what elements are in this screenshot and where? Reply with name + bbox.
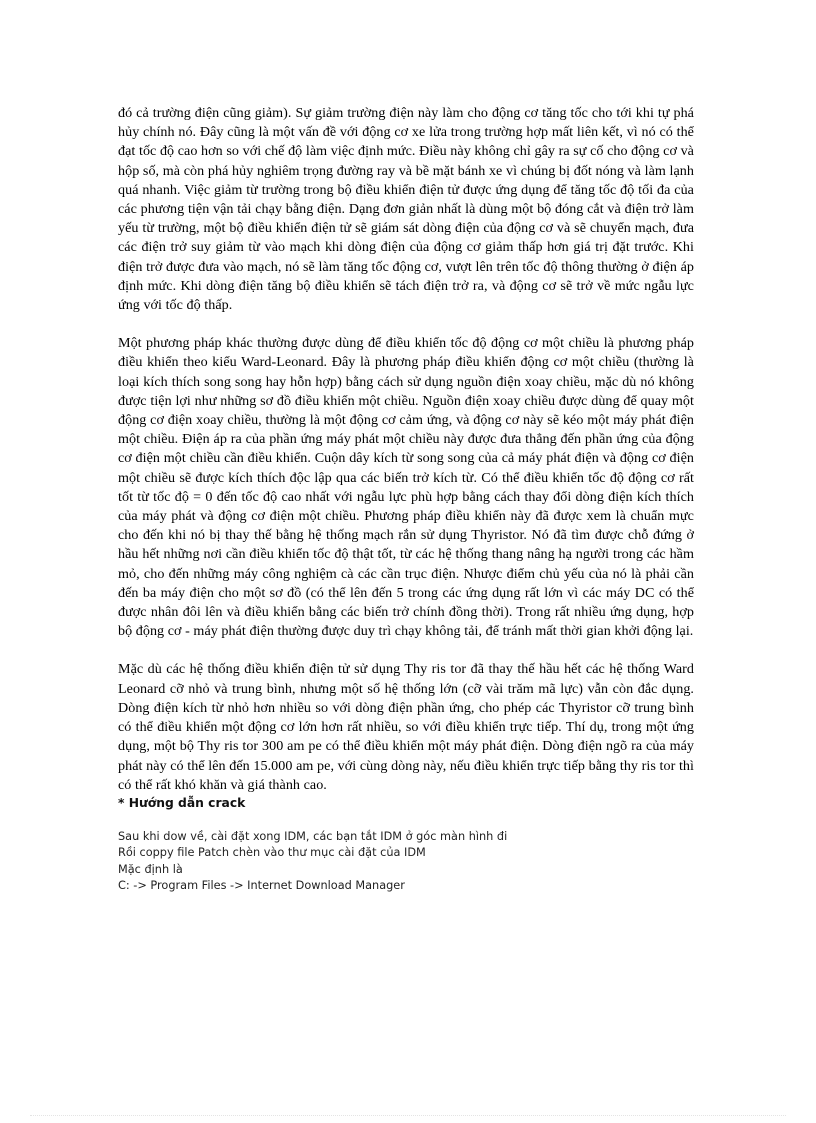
instruction-line: Mặc định là bbox=[118, 862, 183, 876]
instruction-path-line: C: -> Program Files -> Internet Download Manager bbox=[118, 879, 405, 893]
crack-guide-heading: * Hướng dẫn crack bbox=[118, 795, 246, 810]
paragraph-field-weakening: đó cả trường điện cũng giảm). Sự giảm trường điện này làm cho động cơ tăng tốc cho tới khi tự phá hủy chính nó. Đây cũng là một vấn đề với động cơ xe lửa trong trường hợp mất liên kết, vì nó có thể đạt tốc độ cao hơn so với chế độ làm việc định mức. Điều này không chỉ gây ra sự cố cho động cơ và hộp số, mà còn phá hủy nghiêm trọng đường ray và bề mặt bánh xe vì chúng bị đốt nóng và làm lạnh quá nhanh. Việc giảm từ trường trong bộ điều khiển điện tử được ứng dụng để tăng tốc độ tối đa của các phương tiện vận tải chạy bằng điện. Dạng đơn giản nhất là dùng một bộ đóng cắt và điện trở làm yếu từ trường, một bộ điều khiển điện tử sẽ giám sát dòng điện của động cơ và sẽ chuyển mạch, đưa các điện trở suy giảm từ vào mạch khi dòng điện của động cơ giảm thấp hơn giá trị đặt trước. Khi điện trở được đưa vào mạch, nó sẽ làm tăng tốc động cơ, vượt lên trên tốc độ thông thường ở điện áp định mức. Khi dòng điện tăng bộ điều khiển sẽ tách điện trở ra, và động cơ sẽ trở về mức ngẫu lực ứng với tốc độ thấp. bbox=[118, 105, 694, 314]
instruction-line: Rồi coppy file Patch chèn vào thư mục cài đặt của IDM bbox=[118, 846, 426, 860]
crack-guide-instructions bbox=[118, 829, 694, 895]
document-body bbox=[118, 104, 694, 895]
paragraph-ward-leonard: Một phương pháp khác thường được dùng để điều khiển tốc độ động cơ một chiều là phương pháp điều khiển theo kiểu Ward-Leonard. Đây là phương pháp điều khiển động cơ một chiều (thường là loại kích thích song song hay hỗn hợp) bằng cách sử dụng nguồn điện xoay chiều, mặc dù nó không được tiện lợi như những sơ đồ điều khiển một chiều. Nguồn điện xoay chiều được dùng để quay một động cơ điện xoay chiều, thường là một động cơ cảm ứng, và động cơ này sẽ kéo một máy phát điện một chiều. Điện áp ra của phần ứng máy phát một chiều này được đưa thẳng đến phần ứng của động cơ điện một chiều cần điều khiển. Cuộn dây kích từ song song của cả máy phát điện và động cơ điện một chiều sẽ được kích thích độc lập qua các biến trở kích từ. Có thể điều khiển tốc độ động cơ rất tốt từ tốc độ = 0 đến tốc độ cao nhất với ngẫu lực phù hợp bằng cách thay đổi dòng điện kích thích của máy phát và động cơ điện một chiều. Phương pháp điều khiển này đã được xem là chuẩn mực cho đến khi nó bị thay thế bằng hệ thống mạch rắn sử dụng Thyristor. Nó đã tìm được chỗ đứng ở hầu hết những nơi cần điều khiển tốc độ thật tốt, từ các hệ thống thang nâng hạ người trong các hầm mỏ, cho đến những máy công nghiệm cà các cần trục điện. Nhược điểm chủ yếu của nó là phải cần đến ba máy điện cho một sơ đồ (có thể lên đến 5 trong các ứng dụng rất lớn vì các máy DC có thể được nhân đôi lên và điều khiển bằng các biến trở chính đồng thời). Trong rất nhiều ứng dụng, hợp bộ động cơ - máy phát điện thường được duy trì chạy không tải, để tránh mất thời gian khởi động lại. bbox=[118, 335, 694, 640]
page-bottom-divider bbox=[30, 1115, 786, 1117]
instruction-line: Sau khi dow về, cài đặt xong IDM, các bạn tắt IDM ở góc màn hình đi bbox=[118, 829, 508, 843]
paragraph-thyristor: Mặc dù các hệ thống điều khiển điện tử sử dụng Thy ris tor đã thay thế hầu hết các hệ thống Ward Leonard cỡ nhỏ và trung bình, nhưng một số hệ thống lớn (cỡ vài trăm mã lực) vẫn còn đắc dụng. Dòng điện kích từ nhỏ hơn nhiều so với dòng điện phần ứng, cho phép các Thyristor cỡ trung bình có thể điều khiển một động cơ lớn hơn rất nhiều, so với điều khiển trực tiếp. Thí dụ, trong một ứng dụng, một bộ Thy ris tor 300 am pe có thể điều khiển một máy phát điện. Dòng điện ngõ ra của máy phát này có thể lên đến 15.000 am pe, với cùng dòng này, nếu điều khiển trực tiếp bằng thy ris tor thì có thể rất khó khăn và giá thành cao. bbox=[118, 661, 694, 793]
